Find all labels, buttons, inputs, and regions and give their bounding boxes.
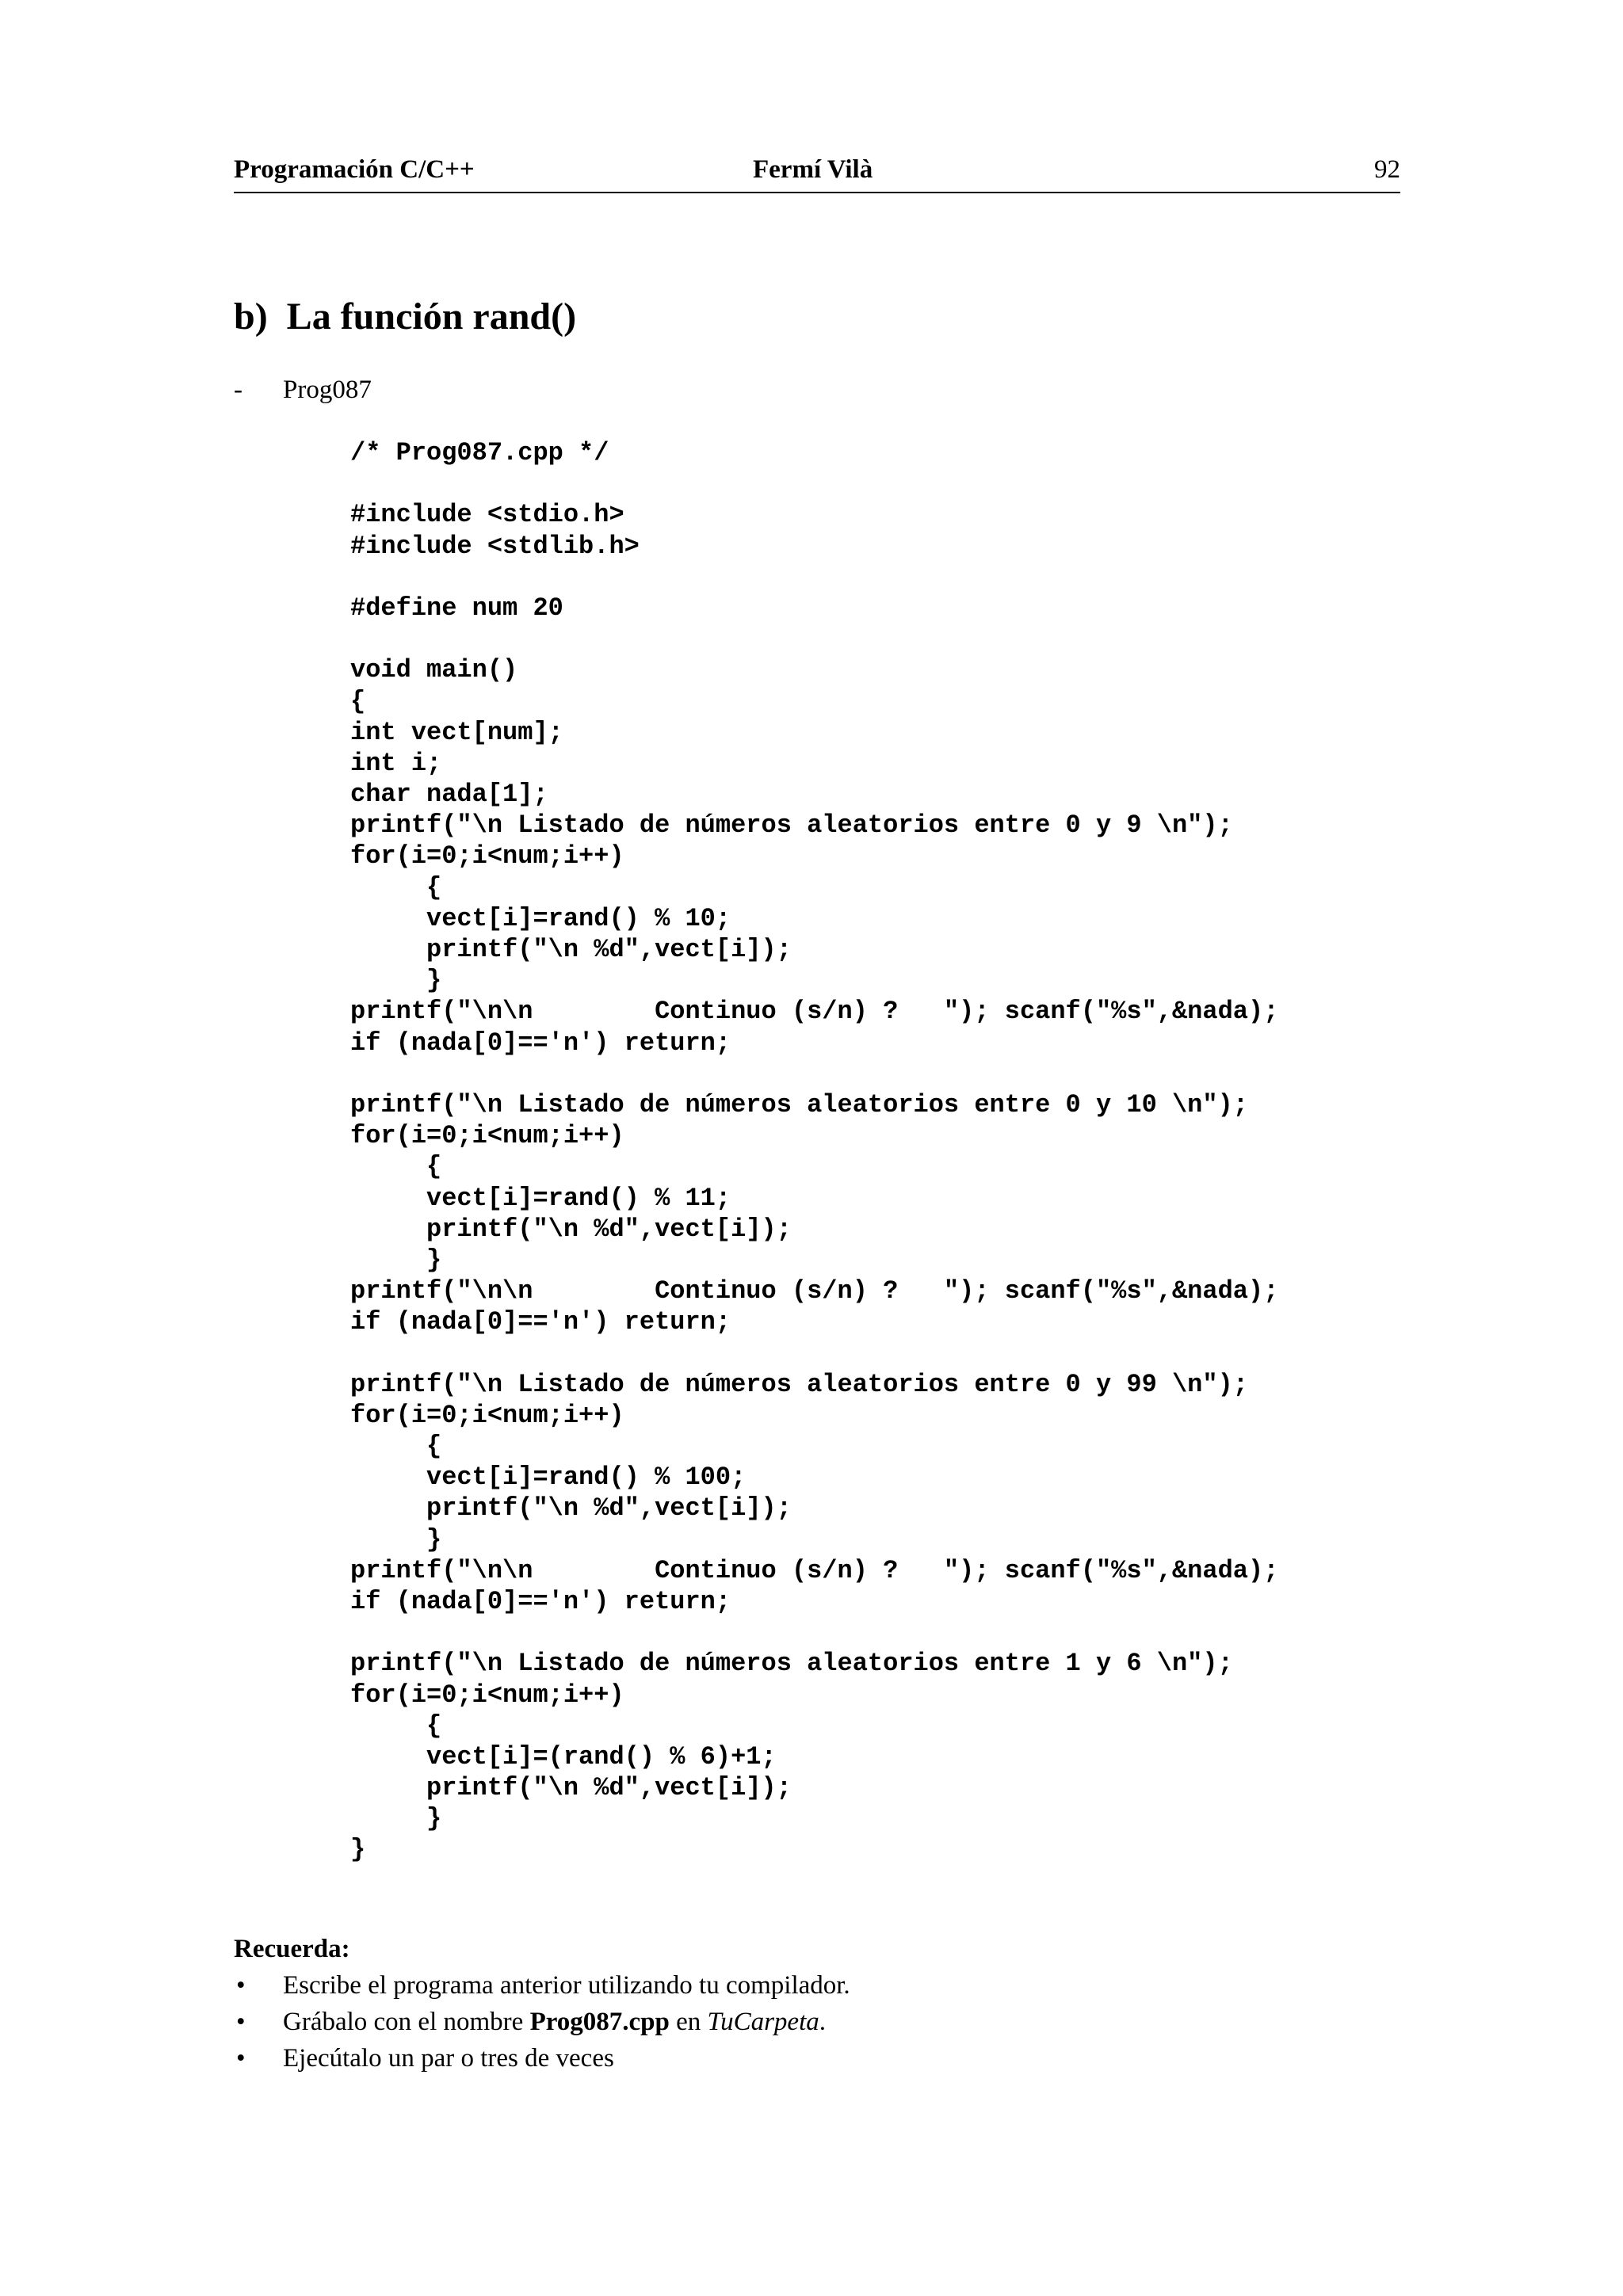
recuerda-item-text-post: .	[819, 2008, 826, 2036]
code-line: void main()	[350, 655, 518, 685]
code-line: printf("\n Listado de números aleatorios entre 0 y 99 \n");	[350, 1369, 1248, 1399]
bullet-icon: •	[236, 2044, 246, 2073]
recuerda-item-text-pre: Grábalo con el nombre	[283, 2008, 530, 2036]
code-line: printf("\n\n Continuo (s/n) ? "); scanf("%s",&nada);	[350, 1555, 1279, 1585]
recuerda-item-3	[234, 2044, 850, 2081]
code-line: vect[i]=rand() % 10;	[350, 903, 731, 933]
code-line: printf("\n Listado de números aleatorios entre 0 y 9 \n");	[350, 810, 1233, 841]
code-line: {	[350, 1711, 442, 1741]
code-line: vect[i]=rand() % 11;	[350, 1183, 731, 1213]
code-line: {	[350, 1152, 442, 1182]
recuerda-item-text-mid: en	[669, 2008, 708, 2036]
code-line: for(i=0;i<num;i++)	[350, 841, 624, 871]
recuerda-section	[234, 1935, 850, 2081]
code-line: if (nada[0]=='n') return;	[350, 1307, 731, 1337]
code-line: int i;	[350, 748, 442, 778]
code-line	[350, 562, 1278, 593]
code-line: char nada[1];	[350, 780, 548, 810]
code-line	[350, 468, 1278, 499]
code-line: if (nada[0]=='n') return;	[350, 1028, 731, 1058]
code-line: }	[350, 1804, 442, 1834]
code-line: printf("\n %d",vect[i]);	[350, 1773, 792, 1803]
code-line: {	[350, 872, 442, 902]
code-line: printf("\n Listado de números aleatorios entre 1 y 6 \n");	[350, 1649, 1233, 1679]
section-title: b) La función rand()	[234, 296, 577, 338]
program-name: Prog087	[283, 376, 372, 404]
code-line: printf("\n %d",vect[i]);	[350, 1214, 792, 1244]
code-line: }	[350, 1245, 442, 1275]
code-line: for(i=0;i<num;i++)	[350, 1121, 624, 1151]
recuerda-heading: Recuerda:	[234, 1935, 350, 1963]
code-line	[350, 1058, 1278, 1089]
recuerda-item-1	[234, 1971, 850, 2008]
page-number: 92	[1374, 155, 1400, 184]
dash-bullet: -	[234, 376, 242, 404]
code-line: }	[350, 1835, 366, 1865]
code-line: }	[350, 1524, 442, 1554]
code-line: {	[350, 1432, 442, 1461]
code-line: printf("\n\n Continuo (s/n) ? "); scanf("%s",&nada);	[350, 1276, 1279, 1306]
book-title: Programación C/C++	[234, 155, 475, 184]
code-line: printf("\n %d",vect[i]);	[350, 1493, 792, 1524]
code-line: #include <stdio.h>	[350, 500, 624, 530]
code-line: vect[i]=rand() % 100;	[350, 1463, 747, 1493]
recuerda-item-text: Ejecútalo un par o tres de veces	[283, 2044, 614, 2073]
code-listing	[350, 437, 1278, 1866]
code-line: printf("\n %d",vect[i]);	[350, 935, 792, 964]
code-line: for(i=0;i<num;i++)	[350, 1400, 624, 1430]
recuerda-item-text: Escribe el programa anterior utilizando tu compilador.	[283, 1971, 850, 2000]
author-name: Fermí Vilà	[753, 155, 873, 184]
code-line: #include <stdlib.h>	[350, 531, 640, 561]
code-line: vect[i]=(rand() % 6)+1;	[350, 1741, 777, 1772]
code-line	[350, 624, 1278, 654]
code-line: if (nada[0]=='n') return;	[350, 1586, 731, 1616]
recuerda-item-2	[234, 2008, 850, 2044]
code-line: printf("\n\n Continuo (s/n) ? "); scanf("%s",&nada);	[350, 997, 1279, 1027]
bullet-icon: •	[236, 2008, 246, 2036]
code-line: #define num 20	[350, 593, 563, 623]
code-line: int vect[num];	[350, 717, 563, 747]
code-line: }	[350, 966, 442, 996]
page-header	[234, 155, 1400, 193]
bullet-icon: •	[236, 1971, 246, 2000]
file-name: Prog087.cpp	[529, 2008, 670, 2036]
folder-name: TuCarpeta	[707, 2008, 819, 2036]
code-line: for(i=0;i<num;i++)	[350, 1680, 624, 1710]
code-line: /* Prog087.cpp */	[350, 438, 609, 467]
code-line	[350, 1337, 1278, 1368]
code-line: {	[350, 686, 366, 716]
code-line	[350, 1617, 1278, 1648]
code-line: printf("\n Listado de números aleatorios entre 0 y 10 \n");	[350, 1089, 1248, 1119]
